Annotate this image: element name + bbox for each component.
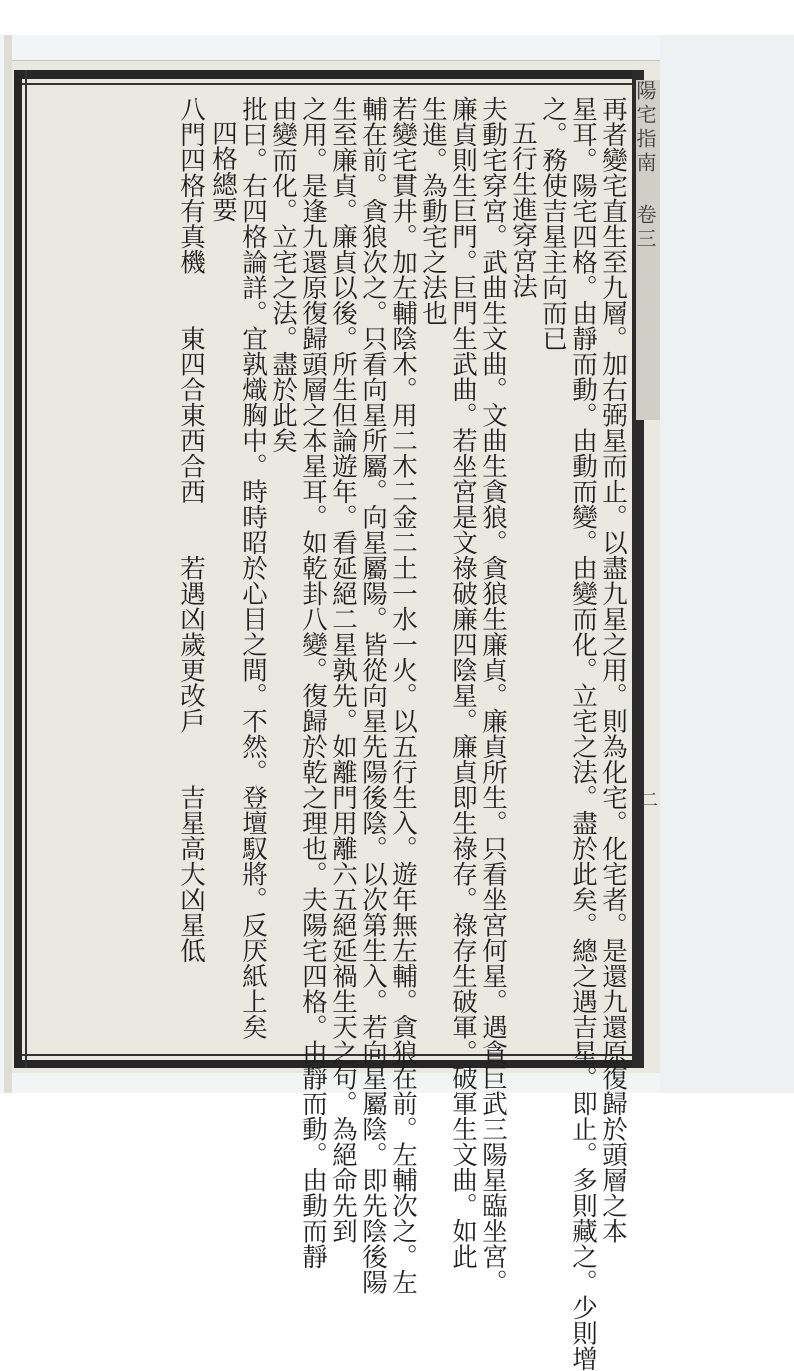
text-column-2: 星耳。陽宅四格。由靜而動。由動而變。由變而化。立宅之法。盡於此矣。總之遇吉星。即止。多則藏之。少則增 bbox=[568, 96, 598, 1371]
frame-top-border bbox=[18, 70, 644, 79]
frame-top-inner-border bbox=[18, 83, 644, 85]
section-heading-five-elements: 五行生進穿宮法 bbox=[508, 120, 538, 299]
verse-column: 八門四格有真機 東四合東西合西 若遇凶歲更改戶 吉星高大凶星低 bbox=[176, 96, 206, 963]
right-margin bbox=[660, 35, 794, 1093]
frame-left-inner-border bbox=[25, 70, 27, 1068]
text-column-10: 生至廉貞。廉貞以後。所生但論遊年。看延絕二星孰先。如離門用離六五絕延禍生天之句。為絕命先到 bbox=[328, 96, 358, 1244]
text-column-11: 之用。是逢九還原復歸頭層之本星耳。如乾卦八變。復歸於乾之理也。夫陽宅四格。由靜而動。由動而靜 bbox=[298, 96, 328, 1269]
text-column-1: 再者變宅直生至九層。加右弼星而止。以盡九星之用。則為化宅。化宅者。是還九還原復歸於頭層之本 bbox=[598, 96, 628, 1244]
text-column-3: 之。務使吉星主向而已 bbox=[538, 96, 568, 351]
text-column-5: 夫動宅穿宮。武曲生文曲。文曲生貪狼。貪狼生廉貞。廉貞所生。只看坐宮何星。遇貪巨武三陽星臨坐宮。 bbox=[478, 96, 508, 1295]
frame-left-border bbox=[14, 70, 22, 1068]
text-column-12: 由變而化。立宅之法。盡於此矣 bbox=[268, 96, 298, 453]
fold-title: 陽宅指南 卷三 bbox=[636, 80, 660, 420]
text-column-6: 廉貞則生巨門。巨門生武曲。若坐宮是文祿破廉四陰星。廉貞即生祿存。祿存生破軍。破軍生文曲。如此 bbox=[448, 96, 478, 1269]
fold-page-number: 二 bbox=[637, 790, 658, 808]
section-heading-four-formats: 四格總要 bbox=[208, 120, 238, 222]
text-column-7: 生進。為動宅之法也 bbox=[418, 96, 448, 326]
text-column-9: 輔在前。貪狼次之。只看向星所屬。向星屬陽。皆從向星先陽後陰。以次第生入。若向星屬陰。即先陰後陽 bbox=[358, 96, 388, 1295]
left-page-edge bbox=[4, 35, 12, 1093]
text-column-8: 若變宅貫井。加左輔陰木。用二木二金二土一水一火。以五行生入。遊年無左輔。貪狼在前。左輔次之。左 bbox=[388, 96, 418, 1295]
text-column-13: 批曰。右四格論詳。宜孰熾胸中。時時昭於心目之間。不然。登壇馭將。反厌紙上矣 bbox=[238, 96, 268, 1040]
